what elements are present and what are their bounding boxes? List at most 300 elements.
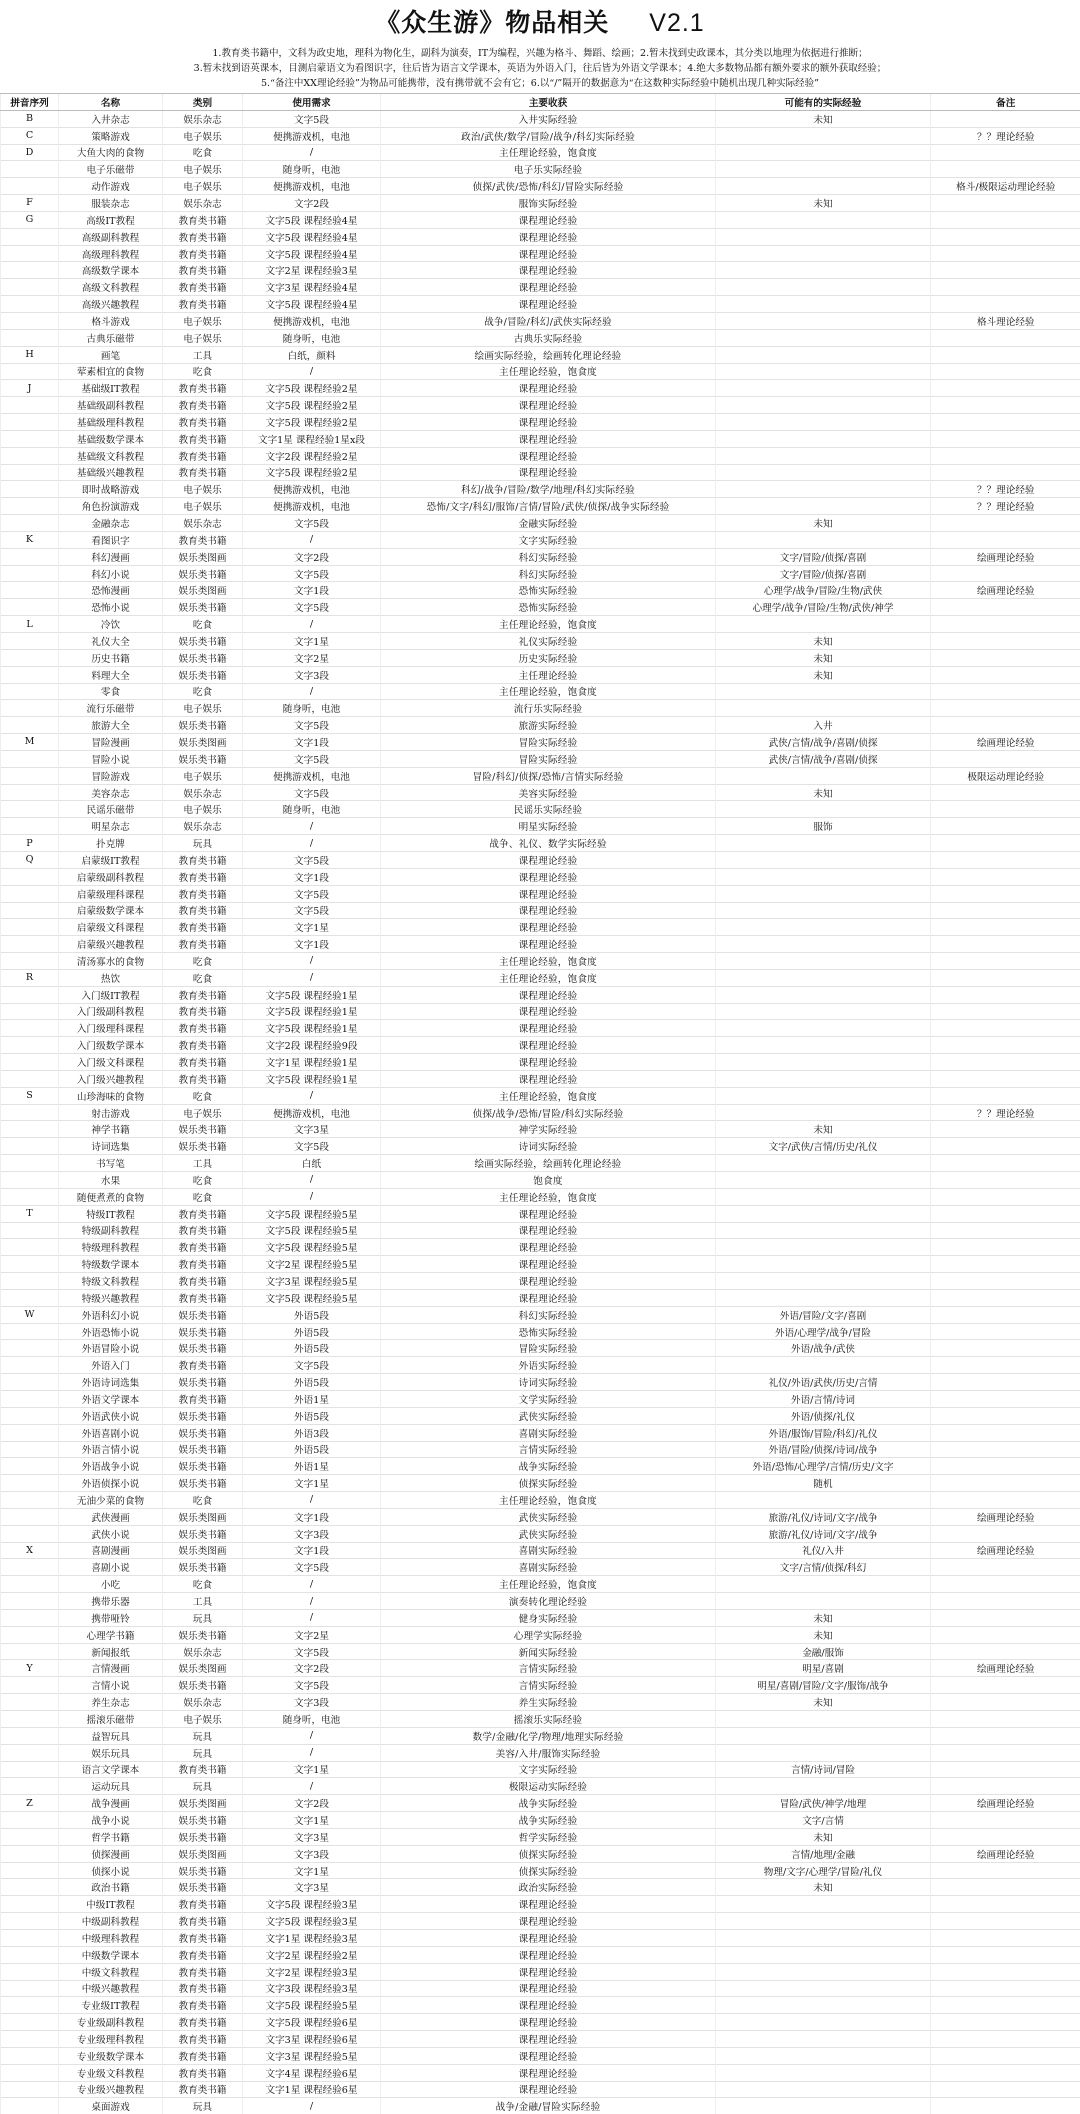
requirement-cell: 文字2星 [243, 649, 381, 666]
pinyin-cell [1, 1997, 59, 2014]
main-gain-cell: 课程理论经验 [381, 1070, 716, 1087]
possible-exp-cell [716, 616, 931, 633]
table-row [1, 363, 1080, 380]
table-row [1, 1879, 1080, 1896]
requirement-cell: 文字2星 课程经验2星 [243, 1946, 381, 1963]
page-title [0, 0, 1080, 46]
category-cell: 教育类书籍 [163, 1289, 243, 1306]
possible-exp-cell: 外语/心理学/战争/冒险 [716, 1323, 931, 1340]
table-row [1, 1222, 1080, 1239]
pinyin-cell [1, 953, 59, 970]
name-cell: 政治书籍 [59, 1879, 163, 1896]
category-cell: 娱乐类图画 [163, 582, 243, 599]
remark-cell [931, 936, 1080, 953]
category-cell: 电子娱乐 [163, 1711, 243, 1728]
main-gain-cell: 言情实际经验 [381, 1441, 716, 1458]
table-row [1, 1138, 1080, 1155]
name-cell: 启蒙级兴趣教程 [59, 936, 163, 953]
pinyin-cell [1, 666, 59, 683]
name-cell: 言情小说 [59, 1677, 163, 1694]
category-cell: 玩具 [163, 1727, 243, 1744]
possible-exp-cell [716, 329, 931, 346]
category-cell: 教育类书籍 [163, 902, 243, 919]
category-cell: 娱乐类书籍 [163, 649, 243, 666]
name-cell: 外语喜剧小说 [59, 1424, 163, 1441]
name-cell: 历史书籍 [59, 649, 163, 666]
remark-cell [931, 2064, 1080, 2081]
requirement-cell: 文字5段 课程经验5星 [243, 1239, 381, 1256]
remark-cell [931, 397, 1080, 414]
pinyin-cell [1, 1963, 59, 1980]
pinyin-cell [1, 447, 59, 464]
pinyin-cell: T [1, 1205, 59, 1222]
name-cell: 语言文学课本 [59, 1761, 163, 1778]
table-row [1, 1508, 1080, 1525]
remark-cell [931, 1812, 1080, 1829]
name-cell: 小吃 [59, 1576, 163, 1593]
main-gain-cell: 课程理论经验 [381, 919, 716, 936]
table-row [1, 1121, 1080, 1138]
category-cell: 教育类书籍 [163, 1896, 243, 1913]
possible-exp-cell [716, 178, 931, 195]
category-cell: 教育类书籍 [163, 2014, 243, 2031]
table-row [1, 835, 1080, 852]
remark-cell [931, 1929, 1080, 1946]
category-cell: 教育类书籍 [163, 868, 243, 885]
pinyin-cell: Q [1, 851, 59, 868]
pinyin-cell [1, 245, 59, 262]
category-cell: 娱乐类书籍 [163, 565, 243, 582]
name-cell: 入井杂志 [59, 110, 163, 127]
remark-cell [931, 683, 1080, 700]
table-row [1, 902, 1080, 919]
main-gain-cell: 战争、礼仪、数学实际经验 [381, 835, 716, 852]
remark-cell [931, 346, 1080, 363]
remark-cell [931, 1441, 1080, 1458]
name-cell: 入门级文科课程 [59, 1054, 163, 1071]
main-gain-cell: 课程理论经验 [381, 1239, 716, 1256]
remark-cell [931, 986, 1080, 1003]
name-cell: 高级数学课本 [59, 262, 163, 279]
possible-exp-cell [716, 262, 931, 279]
remark-cell: 极限运动理论经验 [931, 767, 1080, 784]
name-cell: 冒险游戏 [59, 767, 163, 784]
main-gain-cell: 课程理论经验 [381, 279, 716, 296]
pinyin-cell [1, 1609, 59, 1626]
possible-exp-cell [716, 414, 931, 431]
name-cell: 入门级理科课程 [59, 1020, 163, 1037]
name-cell: 外语冒险小说 [59, 1340, 163, 1357]
table-row [1, 1795, 1080, 1812]
pinyin-cell [1, 430, 59, 447]
category-cell: 吃食 [163, 363, 243, 380]
remark-cell [931, 1609, 1080, 1626]
main-gain-cell: 课程理论经验 [381, 2064, 716, 2081]
requirement-cell: / [243, 953, 381, 970]
possible-exp-cell [716, 279, 931, 296]
main-gain-cell: 课程理论经验 [381, 262, 716, 279]
name-cell: 心理学书籍 [59, 1626, 163, 1643]
name-cell: 战争小说 [59, 1812, 163, 1829]
table-row [1, 1323, 1080, 1340]
possible-exp-cell: 未知 [716, 195, 931, 212]
main-gain-cell: 新闻实际经验 [381, 1643, 716, 1660]
main-gain-cell: 演奏转化理论经验 [381, 1593, 716, 1610]
table-row [1, 296, 1080, 313]
pinyin-cell [1, 1407, 59, 1424]
possible-exp-cell [716, 1997, 931, 2014]
remark-cell [931, 851, 1080, 868]
table-row [1, 582, 1080, 599]
possible-exp-cell [716, 1104, 931, 1121]
category-cell: 娱乐类书籍 [163, 1323, 243, 1340]
table-row [1, 2014, 1080, 2031]
pinyin-cell: B [1, 110, 59, 127]
remark-cell [931, 1390, 1080, 1407]
category-cell: 吃食 [163, 144, 243, 161]
main-gain-cell: 文学实际经验 [381, 1390, 716, 1407]
requirement-cell: 便携游戏机，电池 [243, 127, 381, 144]
name-cell: 基础级文科教程 [59, 447, 163, 464]
requirement-cell: 文字3星 课程经验6星 [243, 2031, 381, 2048]
remark-cell [931, 1711, 1080, 1728]
requirement-cell: 文字3星 [243, 1828, 381, 1845]
remark-cell [931, 1458, 1080, 1475]
possible-exp-cell [716, 2031, 931, 2048]
possible-exp-cell [716, 2064, 931, 2081]
possible-exp-cell [716, 498, 931, 515]
possible-exp-cell [716, 464, 931, 481]
possible-exp-cell: 心理学/战争/冒险/生物/武侠 [716, 582, 931, 599]
possible-exp-cell [716, 1593, 931, 1610]
possible-exp-cell [716, 969, 931, 986]
requirement-cell: 文字5段 课程经验2星 [243, 380, 381, 397]
requirement-cell: 文字1星 课程经验1星 [243, 1054, 381, 1071]
remark-cell [931, 329, 1080, 346]
main-gain-cell: 课程理论经验 [381, 1003, 716, 1020]
category-cell: 教育类书籍 [163, 1037, 243, 1054]
main-gain-cell: 课程理论经验 [381, 2031, 716, 2048]
main-gain-cell: 喜剧实际经验 [381, 1542, 716, 1559]
name-cell: 启蒙级理科课程 [59, 885, 163, 902]
possible-exp-cell [716, 1576, 931, 1593]
name-cell: 外语入门 [59, 1357, 163, 1374]
name-cell: 入门级IT教程 [59, 986, 163, 1003]
remark-cell [931, 1475, 1080, 1492]
requirement-cell: 文字2星 课程经验3星 [243, 1963, 381, 1980]
pinyin-cell [1, 2014, 59, 2031]
pinyin-cell [1, 750, 59, 767]
name-cell: 外语言情小说 [59, 1441, 163, 1458]
name-cell: 喜剧漫画 [59, 1542, 163, 1559]
requirement-cell: / [243, 835, 381, 852]
requirement-cell: 便携游戏机，电池 [243, 178, 381, 195]
main-gain-cell: 旅游实际经验 [381, 717, 716, 734]
category-cell: 教育类书籍 [163, 464, 243, 481]
pinyin-cell [1, 1812, 59, 1829]
category-cell: 电子娱乐 [163, 329, 243, 346]
category-cell: 娱乐杂志 [163, 515, 243, 532]
remark-cell [931, 245, 1080, 262]
table-row [1, 414, 1080, 431]
header-main-gain: 主要收获 [381, 94, 716, 111]
table-header-row [1, 94, 1080, 111]
requirement-cell: 文字5段 课程经验4星 [243, 245, 381, 262]
name-cell: 射击游戏 [59, 1104, 163, 1121]
pinyin-cell [1, 1054, 59, 1071]
name-cell: 恐怖漫画 [59, 582, 163, 599]
remark-cell [931, 885, 1080, 902]
main-gain-cell: 课程理论经验 [381, 1913, 716, 1930]
possible-exp-cell [716, 1003, 931, 1020]
possible-exp-cell: 未知 [716, 784, 931, 801]
name-cell: 看图识字 [59, 531, 163, 548]
category-cell: 娱乐类书籍 [163, 1879, 243, 1896]
table-row [1, 1626, 1080, 1643]
possible-exp-cell [716, 919, 931, 936]
main-gain-cell: 课程理论经验 [381, 1963, 716, 1980]
table-row [1, 430, 1080, 447]
remark-cell [931, 1946, 1080, 1963]
name-cell: 高级理科教程 [59, 245, 163, 262]
possible-exp-cell: 旅游/礼仪/诗词/文字/战争 [716, 1525, 931, 1542]
name-cell: 料理大全 [59, 666, 163, 683]
pinyin-cell: L [1, 616, 59, 633]
remark-cell [931, 2014, 1080, 2031]
name-cell: 入门级数学课本 [59, 1037, 163, 1054]
remark-cell [931, 818, 1080, 835]
category-cell: 娱乐类书籍 [163, 750, 243, 767]
name-cell: 专业级副科教程 [59, 2014, 163, 2031]
possible-exp-cell [716, 312, 931, 329]
table-row [1, 1424, 1080, 1441]
requirement-cell: 文字1星 [243, 633, 381, 650]
pinyin-cell [1, 633, 59, 650]
category-cell: 电子娱乐 [163, 127, 243, 144]
category-cell: 娱乐类书籍 [163, 1559, 243, 1576]
requirement-cell: 文字4星 课程经验6星 [243, 2064, 381, 2081]
main-gain-cell: 科幻/战争/冒险/数学/地理/科幻实际经验 [381, 481, 716, 498]
main-gain-cell: 诗词实际经验 [381, 1138, 716, 1155]
category-cell: 娱乐类图画 [163, 1660, 243, 1677]
possible-exp-cell [716, 902, 931, 919]
category-cell: 教育类书籍 [163, 2031, 243, 2048]
requirement-cell: 文字5段 [243, 1559, 381, 1576]
main-gain-cell: 课程理论经验 [381, 851, 716, 868]
name-cell: 清汤寡水的食物 [59, 953, 163, 970]
pinyin-cell [1, 515, 59, 532]
name-cell: 外语恐怖小说 [59, 1323, 163, 1340]
main-gain-cell: 入井实际经验 [381, 110, 716, 127]
category-cell: 吃食 [163, 953, 243, 970]
possible-exp-cell [716, 1492, 931, 1509]
requirement-cell: 文字5段 [243, 1677, 381, 1694]
name-cell: 中级兴趣教程 [59, 1980, 163, 1997]
requirement-cell: / [243, 818, 381, 835]
name-cell: 格斗游戏 [59, 312, 163, 329]
main-gain-cell: 课程理论经验 [381, 1896, 716, 1913]
pinyin-cell [1, 885, 59, 902]
requirement-cell: 随身听，电池 [243, 329, 381, 346]
remark-cell [931, 649, 1080, 666]
pinyin-cell [1, 1744, 59, 1761]
main-gain-cell: 武侠实际经验 [381, 1525, 716, 1542]
requirement-cell: 文字3星 [243, 1121, 381, 1138]
table-row [1, 548, 1080, 565]
remark-cell [931, 666, 1080, 683]
category-cell: 教育类书籍 [163, 1205, 243, 1222]
requirement-cell: 便携游戏机，电池 [243, 481, 381, 498]
main-gain-cell: 喜剧实际经验 [381, 1559, 716, 1576]
main-gain-cell: 课程理论经验 [381, 1929, 716, 1946]
table-row [1, 1576, 1080, 1593]
table-row [1, 144, 1080, 161]
category-cell: 教育类书籍 [163, 1997, 243, 2014]
pinyin-cell [1, 1239, 59, 1256]
possible-exp-cell [716, 1273, 931, 1290]
table-row [1, 211, 1080, 228]
pinyin-cell: J [1, 380, 59, 397]
possible-exp-cell [716, 801, 931, 818]
table-row [1, 498, 1080, 515]
requirement-cell: / [243, 683, 381, 700]
remark-cell [931, 447, 1080, 464]
pinyin-cell [1, 582, 59, 599]
category-cell: 娱乐类图画 [163, 734, 243, 751]
requirement-cell: / [243, 1188, 381, 1205]
requirement-cell: / [243, 616, 381, 633]
remark-cell [931, 1828, 1080, 1845]
pinyin-cell [1, 178, 59, 195]
pinyin-cell: P [1, 835, 59, 852]
main-gain-cell: 外语实际经验 [381, 1357, 716, 1374]
pinyin-cell [1, 1104, 59, 1121]
possible-exp-cell: 文字/冒险/侦探/喜剧 [716, 565, 931, 582]
requirement-cell: 文字2星 课程经验5星 [243, 1256, 381, 1273]
possible-exp-cell: 物理/文字/心理学/冒险/礼仪 [716, 1862, 931, 1879]
pinyin-cell: F [1, 195, 59, 212]
remark-cell [931, 969, 1080, 986]
pinyin-cell [1, 1929, 59, 1946]
remark-cell [931, 1037, 1080, 1054]
possible-exp-cell [716, 851, 931, 868]
remark-cell [931, 2081, 1080, 2098]
main-gain-cell: 课程理论经验 [381, 1256, 716, 1273]
table-row [1, 1593, 1080, 1610]
remark-cell [931, 195, 1080, 212]
main-gain-cell: 喜剧实际经验 [381, 1424, 716, 1441]
name-cell: 礼仪大全 [59, 633, 163, 650]
table-row [1, 1374, 1080, 1391]
table-row [1, 1441, 1080, 1458]
version-label: V2.1 [649, 9, 704, 37]
requirement-cell: 文字3星 课程经验5星 [243, 2047, 381, 2064]
category-cell: 玩具 [163, 1778, 243, 1795]
main-gain-cell: 科幻实际经验 [381, 1306, 716, 1323]
main-gain-cell: 主任理论经验 [381, 666, 716, 683]
pinyin-cell [1, 1273, 59, 1290]
pinyin-cell [1, 1946, 59, 1963]
pinyin-cell: R [1, 969, 59, 986]
pinyin-cell [1, 397, 59, 414]
category-cell: 教育类书籍 [163, 211, 243, 228]
table-row [1, 1812, 1080, 1829]
header-possible-exp: 可能有的实际经验 [716, 94, 931, 111]
possible-exp-cell: 旅游/礼仪/诗词/文字/战争 [716, 1508, 931, 1525]
category-cell: 教育类书籍 [163, 1929, 243, 1946]
category-cell: 教育类书籍 [163, 1054, 243, 1071]
requirement-cell: 文字5段 [243, 885, 381, 902]
table-row [1, 1896, 1080, 1913]
remark-cell [931, 1323, 1080, 1340]
category-cell: 教育类书籍 [163, 228, 243, 245]
main-gain-cell: 极限运动实际经验 [381, 1778, 716, 1795]
main-gain-cell: 电子乐实际经验 [381, 161, 716, 178]
main-gain-cell: 主任理论经验，饱食度 [381, 1188, 716, 1205]
name-cell: 外语诗词选集 [59, 1374, 163, 1391]
table-row [1, 464, 1080, 481]
table-row [1, 1003, 1080, 1020]
requirement-cell: 文字5段 课程经验5星 [243, 1222, 381, 1239]
pinyin-cell [1, 1845, 59, 1862]
pinyin-cell [1, 599, 59, 616]
category-cell: 娱乐类书籍 [163, 633, 243, 650]
table-row [1, 329, 1080, 346]
category-cell: 娱乐类书籍 [163, 1525, 243, 1542]
pinyin-cell [1, 1020, 59, 1037]
requirement-cell: 文字5段 [243, 110, 381, 127]
header-remark: 备注 [931, 94, 1080, 111]
remark-cell [931, 2098, 1080, 2114]
requirement-cell: 外语5段 [243, 1407, 381, 1424]
requirement-cell: 白纸，颜料 [243, 346, 381, 363]
main-gain-cell: 服饰实际经验 [381, 195, 716, 212]
main-gain-cell: 诗词实际经验 [381, 1374, 716, 1391]
requirement-cell: 外语1星 [243, 1390, 381, 1407]
remark-cell [931, 1138, 1080, 1155]
pinyin-cell [1, 1761, 59, 1778]
table-row [1, 885, 1080, 902]
remark-cell: 绘画理论经验 [931, 582, 1080, 599]
name-cell: 摇滚乐磁带 [59, 1711, 163, 1728]
name-cell: 基础级兴趣教程 [59, 464, 163, 481]
table-row [1, 1694, 1080, 1711]
requirement-cell: / [243, 2098, 381, 2114]
remark-cell [931, 1525, 1080, 1542]
pinyin-cell: W [1, 1306, 59, 1323]
pinyin-cell [1, 649, 59, 666]
remark-cell [931, 1374, 1080, 1391]
requirement-cell: 文字5段 课程经验5星 [243, 1997, 381, 2014]
main-gain-cell: 战争实际经验 [381, 1812, 716, 1829]
remark-cell [931, 784, 1080, 801]
remark-cell [931, 380, 1080, 397]
pinyin-cell [1, 1711, 59, 1728]
table-row [1, 515, 1080, 532]
requirement-cell: 文字2星 课程经验3星 [243, 262, 381, 279]
table-row [1, 1727, 1080, 1744]
remark-cell [931, 515, 1080, 532]
remark-cell: 绘画理论经验 [931, 734, 1080, 751]
remark-cell: ？？理论经验 [931, 127, 1080, 144]
pinyin-cell [1, 1508, 59, 1525]
table-row [1, 2098, 1080, 2114]
possible-exp-cell: 未知 [716, 1609, 931, 1626]
main-gain-cell: 饱食度 [381, 1172, 716, 1189]
remark-cell [931, 1761, 1080, 1778]
category-cell: 娱乐杂志 [163, 1694, 243, 1711]
pinyin-cell [1, 1070, 59, 1087]
